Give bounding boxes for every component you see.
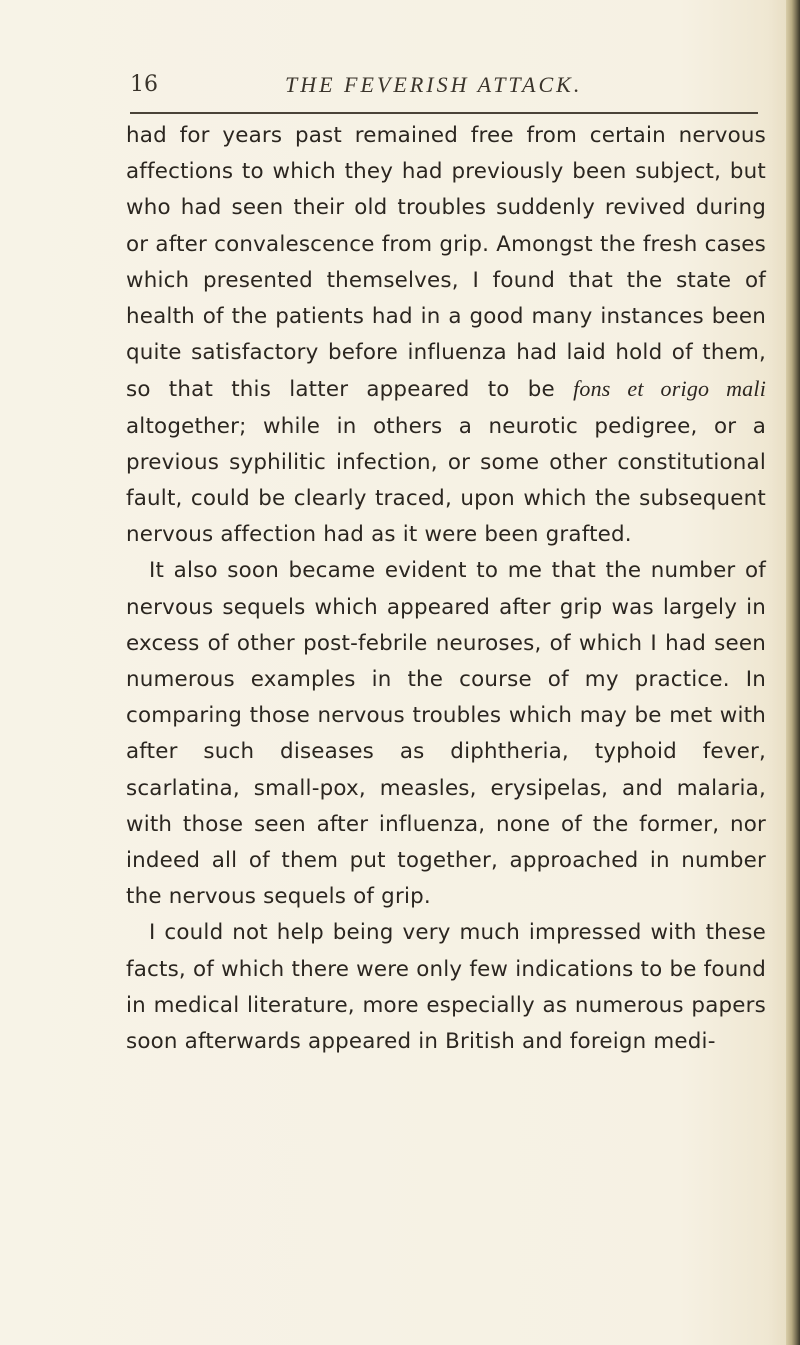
running-title: THE FEVERISH ATTACK. [285,72,583,97]
paragraph-1 [126,118,766,553]
running-head [130,72,760,102]
paragraph-1-text-start: had for years past remained free from certain nervous affections to which they had previously been subject, but who had seen their old troubles suddenly revived during or after convalescence from grip. Amongst the fresh cases which presented themselves, I found that the state of health of the patients had in a good many instances been quite satisfactory before influenza had laid hold of them, so that this latter appeared to be [126,123,766,403]
page-edge-shadow [786,0,800,1345]
paragraph-2: It also soon became evident to me that the number of nervous sequels which appeared after grip was largely in excess of other post-febrile neuroses, of which I had seen numerous examples in the course of my practice. In comparing those nervous troubles which may be met with after such diseases as diphtheria, typhoid fever, scarlatina, small-pox, measles, erysipelas, and malaria, with those seen after influenza, none of the former, nor indeed all of them put together, approached in number the nervous sequels of grip. [126,558,766,910]
latin-phrase: fons et origo mali [573,376,767,402]
header-rule [130,112,758,114]
paragraph-3: I could not help being very much impressed with these facts, of which there were only few indications to be found in medical literature, more especially as numerous papers soon afterwards appeared in British and foreign medi- [126,920,766,1055]
paragraph-1-text-end: altogether; while in others a neurotic pedigree, or a previous syphilitic infection, or some other constitutional fault, could be clearly traced, upon which the subsequent nervous affection had as it were been grafted. [126,413,766,548]
body-text [126,118,766,1060]
page-number: 16 [130,72,158,97]
